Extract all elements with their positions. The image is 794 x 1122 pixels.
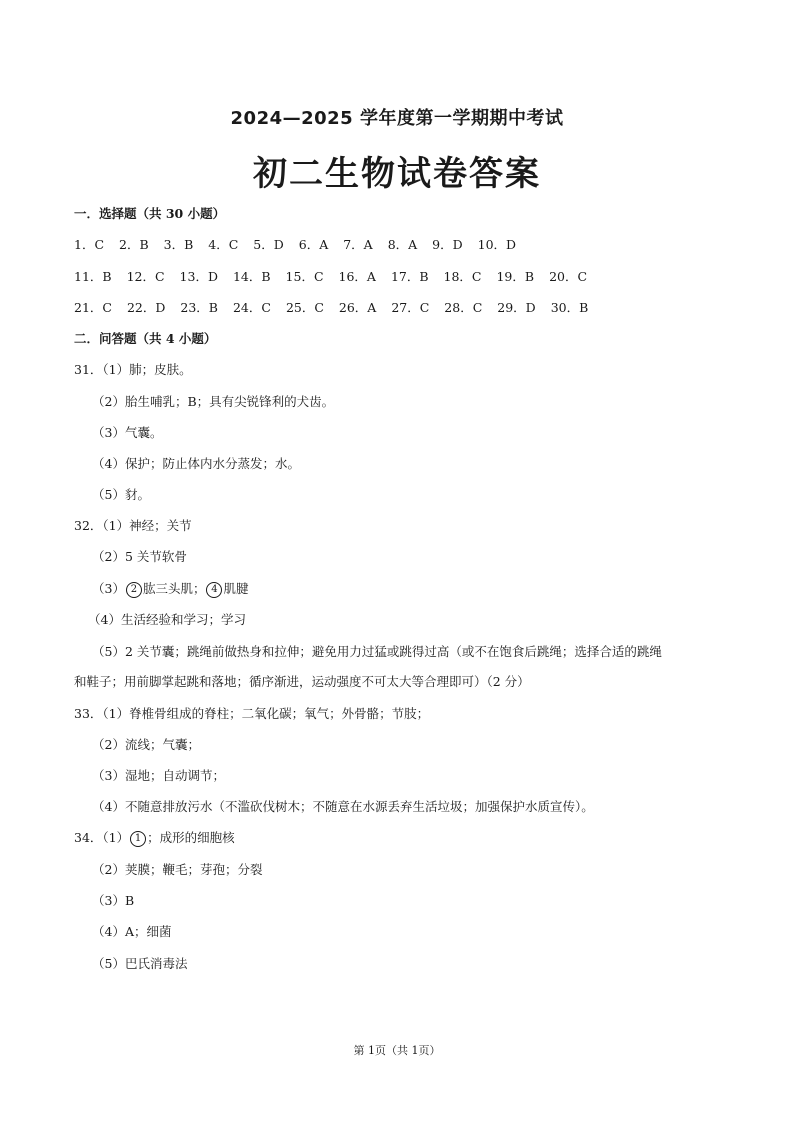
page-footer: 第 1页（共 1页）: [353, 1044, 441, 1057]
mc-answer: 1．C: [74, 237, 105, 252]
mc-answer: 15．C: [285, 269, 324, 284]
mc-answer: 4．C: [208, 237, 239, 252]
mc-answer-row-3: [74, 299, 599, 317]
mc-answer: 23．B: [180, 300, 218, 315]
mc-answer-row-1: [74, 236, 527, 254]
answer-33-1: （1）脊椎骨组成的脊柱；二氧化碳；氧气；外骨骼；节肢；: [102, 706, 430, 721]
answer-32-3-suffix: 肌腱: [223, 581, 249, 596]
question-32-first-line: [74, 517, 192, 535]
mc-answer: 26．A: [338, 300, 377, 315]
mc-answer: 10．D: [477, 237, 517, 252]
question-number: 34．: [74, 830, 103, 845]
question-number: 33．: [74, 706, 103, 721]
circled-number: 4: [206, 582, 222, 598]
section-heading-short-answer: 二．问答题（共 4 小题）: [74, 331, 217, 346]
circled-number: 1: [130, 831, 146, 847]
mc-answer: 3．B: [163, 237, 194, 252]
question-33-first-line: [74, 705, 429, 723]
document-title: 初二生物试卷答案: [253, 154, 541, 194]
answer-32-1: （1）神经；关节: [102, 518, 192, 533]
answer-32-3: [92, 580, 248, 598]
answer-32-3-prefix: （3）: [92, 581, 125, 596]
answer-34-1-suffix: ；成形的细胞核: [147, 830, 235, 845]
circled-number: 2: [126, 582, 142, 598]
mc-answer: 7．A: [343, 237, 373, 252]
mc-answer: 18．C: [443, 269, 482, 284]
answer-33-3: （3）湿地；自动调节；: [92, 768, 225, 783]
mc-answer: 20．C: [549, 269, 588, 284]
answer-34-3: （3）B: [92, 893, 135, 908]
question-number: 32．: [74, 518, 103, 533]
answer-34-5: （5）巴氏消毒法: [92, 956, 188, 971]
mc-answer-row-2: [74, 268, 598, 286]
answer-33-4: （4）不随意排放污水（不滥砍伐树木；不随意在水源丢弃生活垃圾；加强保护水质宣传）。: [92, 799, 594, 814]
mc-answer: 29．D: [497, 300, 536, 315]
answer-32-5-line-2: 和鞋子；用前脚掌起跳和落地；循序渐进，运动强度不可太大等合理即可）（2 分）: [74, 674, 530, 689]
mc-answer: 14．B: [232, 269, 271, 284]
mc-answer: 19．B: [496, 269, 535, 284]
mc-answer: 25．C: [285, 300, 324, 315]
mc-answer: 22．D: [126, 300, 166, 315]
answer-33-2: （2）流线；气囊；: [92, 737, 200, 752]
question-number: 31．: [74, 362, 103, 377]
answer-32-2: （2）5 关节软骨: [92, 549, 187, 564]
mc-answer: 12．C: [126, 269, 165, 284]
section-heading-multiple-choice: 一．选择题（共 30 小题）: [74, 206, 226, 221]
answer-32-3-middle: 肱三头肌；: [142, 581, 206, 596]
answer-34-2: （2）荚膜；鞭毛；芽孢；分裂: [92, 862, 263, 877]
mc-answer: 9．D: [432, 237, 463, 252]
mc-answer: 11．B: [74, 269, 112, 284]
answer-31-3: （3）气囊。: [92, 425, 163, 440]
question-34-first-line: [74, 829, 235, 847]
mc-answer: 27．C: [391, 300, 430, 315]
answer-32-5-line-1: （5）2 关节囊；跳绳前做热身和拉伸；避免用力过猛或跳得过高（或不在饱食后跳绳；选择合适的跳绳: [92, 644, 662, 659]
answer-34-4: （4）A；细菌: [92, 924, 172, 939]
answer-34-1-prefix: （1）: [102, 830, 130, 845]
mc-answer: 16．A: [338, 269, 376, 284]
mc-answer: 30．B: [550, 300, 589, 315]
mc-answer: 17．B: [390, 269, 429, 284]
mc-answer: 24．C: [232, 300, 271, 315]
answer-31-2: （2）胎生哺乳；B；具有尖锐锋利的犬齿。: [92, 394, 335, 409]
exam-title: 2024—2025 学年度第一学期期中考试: [230, 108, 564, 129]
mc-answer: 21．C: [74, 300, 112, 315]
mc-answer: 6．A: [298, 237, 329, 252]
answer-31-4: （4）保护；防止体内水分蒸发；水。: [92, 456, 300, 471]
mc-answer: 5．D: [253, 237, 284, 252]
mc-answer: 2．B: [119, 237, 149, 252]
answer-31-1: （1）肺；皮肤。: [102, 362, 192, 377]
mc-answer: 13．D: [179, 269, 218, 284]
mc-answer: 8．A: [387, 237, 418, 252]
question-31-first-line: [74, 361, 192, 379]
answer-31-5: （5）豺。: [92, 487, 150, 502]
mc-answer: 28．C: [444, 300, 483, 315]
answer-32-4: （4）生活经验和学习；学习: [88, 612, 246, 627]
